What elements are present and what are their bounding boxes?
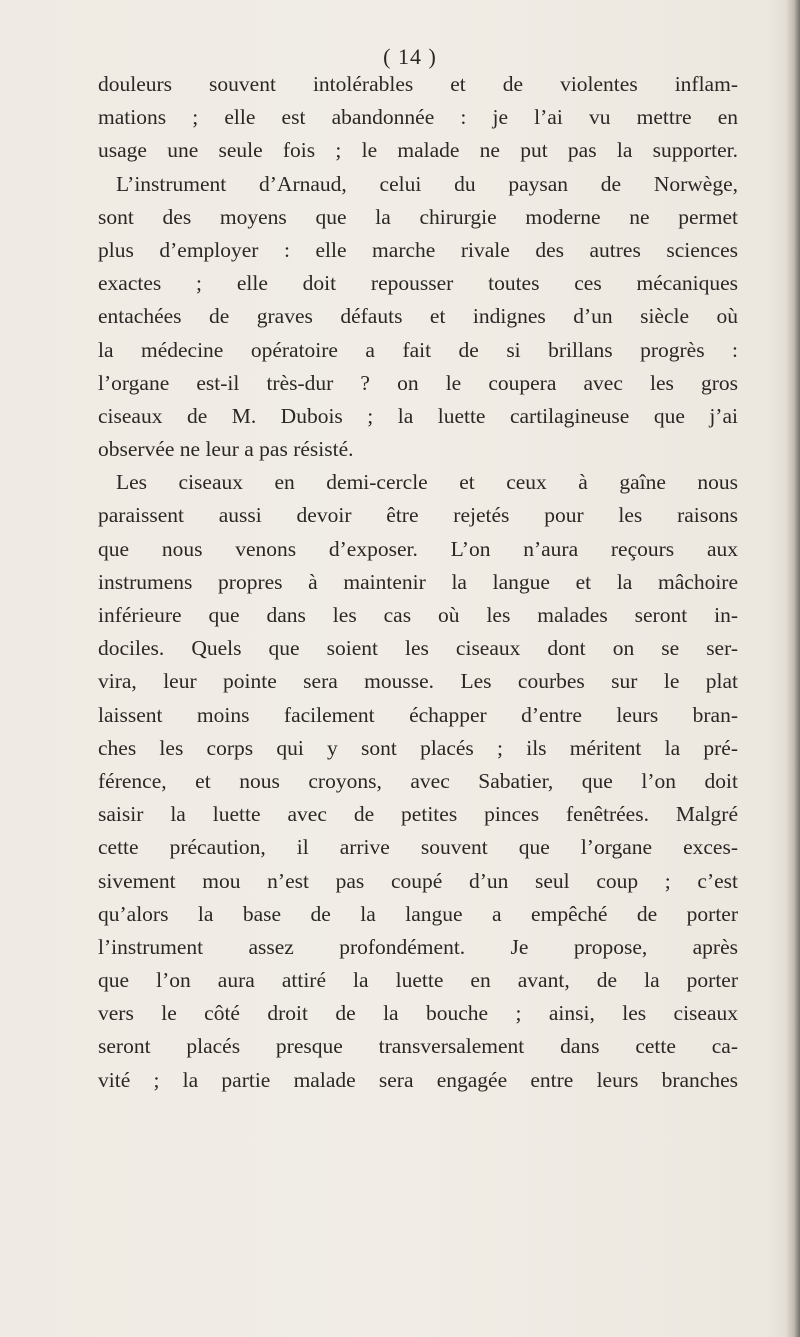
page-edge-shadow — [786, 0, 800, 1337]
text-line: laissent moins facilement échapper d’entre leurs bran- — [98, 702, 738, 727]
text-line: mations ; elle est abandonnée : je l’ai vu mettre en — [98, 105, 738, 130]
text-line: plus d’employer : elle marche rivale des autres sciences — [98, 237, 738, 262]
text-line: sont des moyens que la chirurgie moderne ne permet — [98, 204, 738, 229]
text-line: usage une seule fois ; le malade ne put pas la supporter. — [98, 138, 738, 163]
text-line: ciseaux de M. Dubois ; la luette cartilagineuse que j’ai — [98, 403, 738, 428]
text-line: l’organe est-il très-dur ? on le coupera avec les gros — [98, 370, 738, 395]
text-line: douleurs souvent intolérables et de violentes inflam- — [98, 72, 738, 96]
text-line: seront placés presque transversalement dans cette ca- — [98, 1034, 738, 1059]
text-line: que nous venons d’exposer. L’on n’aura reçours aux — [98, 536, 738, 561]
text-line: l’instrument assez profondément. Je propose, après — [98, 934, 738, 959]
text-line: cette précaution, il arrive souvent que l’organe exces- — [98, 835, 738, 860]
page-number: ( 14 ) — [383, 44, 437, 69]
text-line: observée ne leur a pas résisté. — [98, 437, 354, 462]
text-line: ches les corps qui y sont placés ; ils méritent la pré- — [98, 735, 738, 760]
body-text — [98, 68, 738, 1097]
text-line: instrumens propres à maintenir la langue et la mâchoire — [98, 569, 738, 594]
text-line: L’instrument d’Arnaud, celui du paysan de Norwège, — [116, 171, 738, 196]
text-line: la médecine opératoire a fait de si brillans progrès : — [98, 337, 738, 362]
text-line: dociles. Quels que soient les ciseaux dont on se ser- — [98, 636, 738, 661]
text-line: qu’alors la base de la langue a empêché de porter — [98, 901, 738, 926]
text-line: sivement mou n’est pas coupé d’un seul coup ; c’est — [98, 868, 738, 893]
text-line: vira, leur pointe sera mousse. Les courbes sur le plat — [98, 669, 738, 694]
text-line: férence, et nous croyons, avec Sabatier, que l’on doit — [98, 768, 738, 793]
text-line: paraissent aussi devoir être rejetés pour les raisons — [98, 503, 738, 528]
text-line: inférieure que dans les cas où les malades seront in- — [98, 603, 738, 627]
text-line: saisir la luette avec de petites pinces fenêtrées. Malgré — [98, 802, 738, 827]
text-line: que l’on aura attiré la luette en avant, de la porter — [98, 968, 738, 993]
text-line: entachées de graves défauts et indignes d’un siècle où — [98, 304, 738, 329]
text-line: vers le côté droit de la bouche ; ainsi, les ciseaux — [98, 1001, 738, 1026]
text-line: exactes ; elle doit repousser toutes ces mécaniques — [98, 271, 738, 296]
text-line: Les ciseaux en demi-cercle et ceux à gaîne nous — [116, 470, 738, 495]
text-line: vité ; la partie malade sera engagée entre leurs branches — [98, 1067, 738, 1092]
